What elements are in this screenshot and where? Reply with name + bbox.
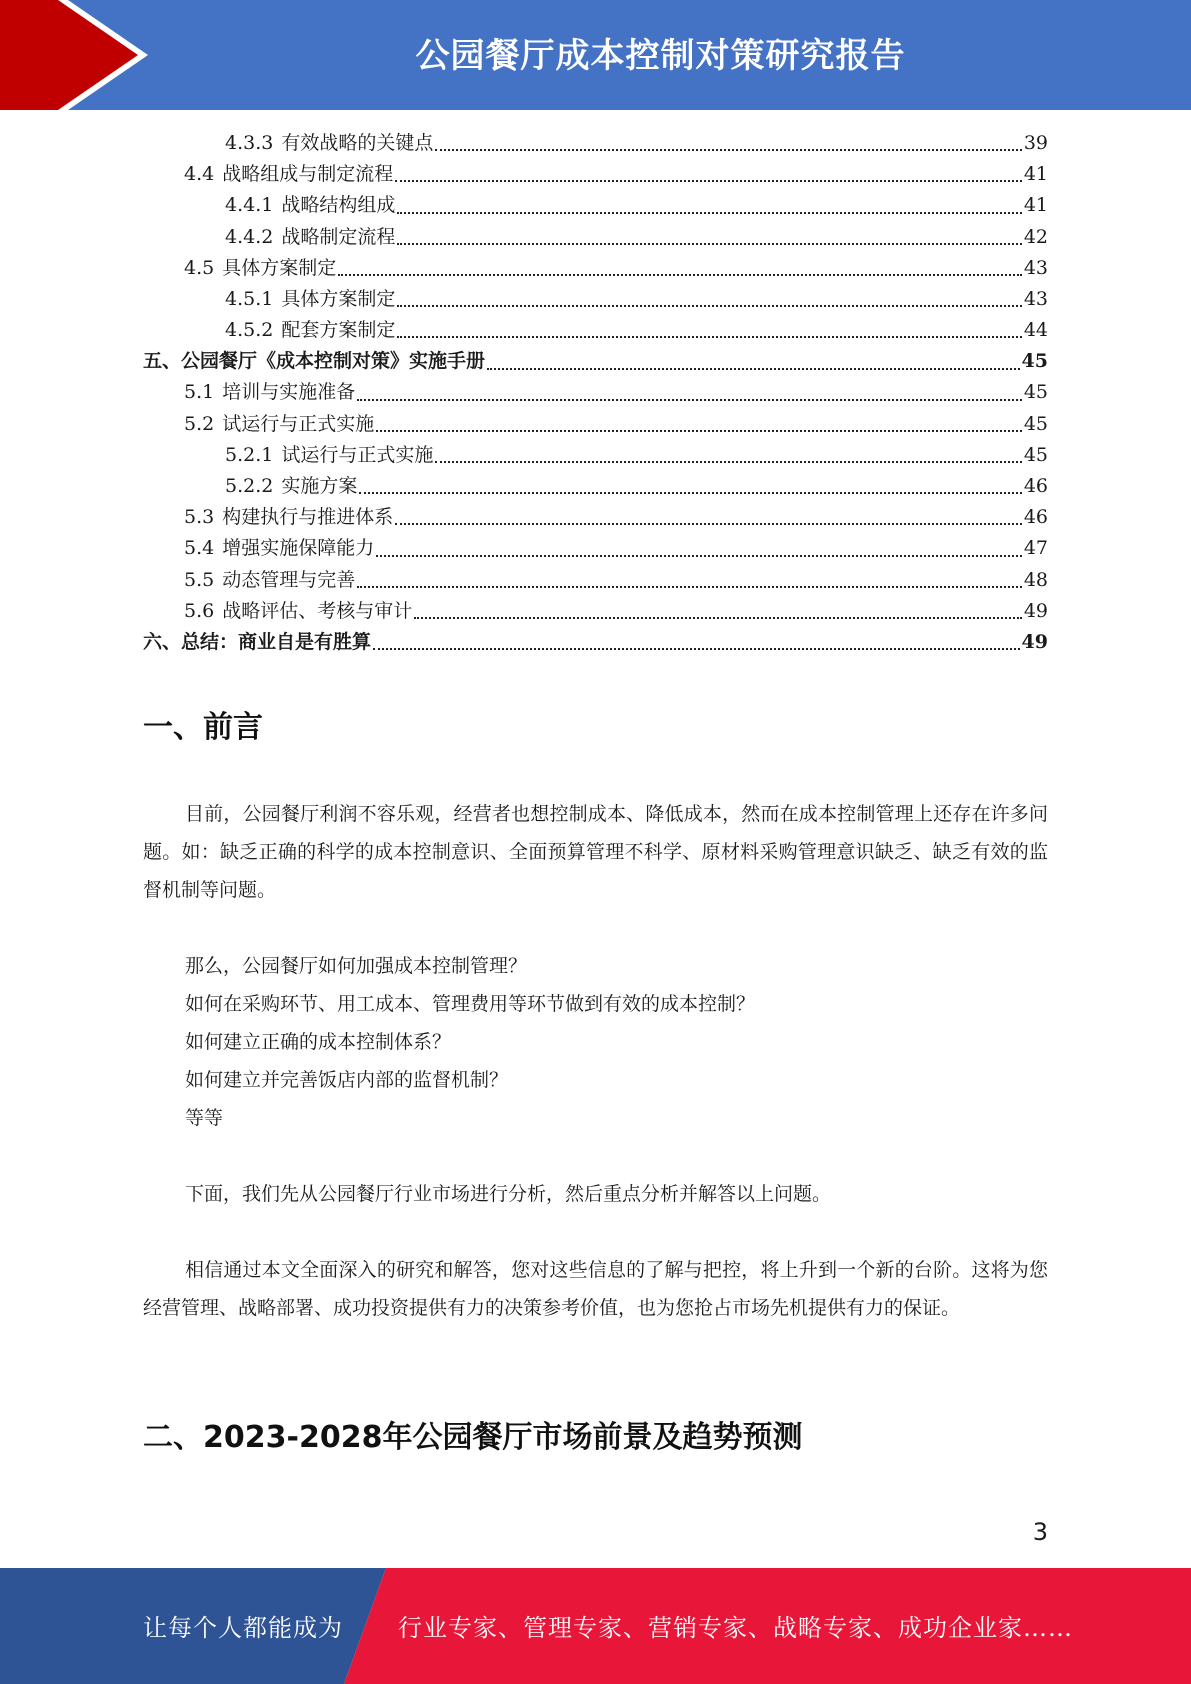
toc-entry-page: 48 [1023,568,1048,591]
table-of-contents [143,128,1048,658]
toc-entry[interactable] [143,565,1048,596]
toc-entry-page: 44 [1023,319,1048,342]
question-item: 如何建立并完善饭店内部的监督机制？ [185,1069,509,1091]
toc-entry-number: 4.4 [184,163,215,186]
page-number: 3 [1032,1518,1048,1546]
toc-entry-title: 战略结构组成 [281,194,396,217]
question-item: 等等 [185,1107,224,1129]
footer-slogan-left: 让每个人都能成为 [143,1614,343,1642]
toc-entry-page: 47 [1023,537,1048,560]
toc-entry-number: 4.3.3 [225,131,274,154]
toc-entry-page: 45 [1023,381,1048,404]
page-header [0,0,1191,110]
question-item: 那么，公园餐厅如何加强成本控制管理？ [185,955,528,977]
toc-entry-number: 4.4.2 [225,225,274,248]
toc-entry[interactable] [143,502,1048,533]
toc-entry-page: 45 [1023,443,1048,466]
toc-entry[interactable] [143,128,1048,159]
toc-entry-title: 动态管理与完善 [222,568,356,591]
toc-entry[interactable] [143,409,1048,440]
toc-entry-title: 六、总结：商业自是有胜算 [143,630,372,653]
toc-entry-title: 培训与实施准备 [222,381,356,404]
toc-entry-page: 41 [1023,194,1048,217]
toc-leader-dots [397,242,1021,245]
question-list [185,947,1045,1137]
toc-entry-title: 具体方案制定 [281,287,396,310]
toc-entry-title: 战略评估、考核与审计 [222,599,413,622]
toc-entry-page: 43 [1023,287,1048,310]
toc-leader-dots [395,179,1022,182]
toc-entry-number: 5.5 [184,568,215,591]
toc-leader-dots [395,522,1022,525]
toc-entry-number: 5.6 [184,599,215,622]
preface-paragraph-1: 目前，公园餐厅利润不容乐观，经营者也想控制成本、降低成本，然而在成本控制管理上还存在许多问题。如：缺乏正确的科学的成本控制意识、全面预算管理不科学、原材料采购管理意识缺乏、缺乏有效的监督机制等问题。 [143,803,1048,901]
toc-entry[interactable] [143,533,1048,564]
toc-entry-page: 45 [1021,350,1048,373]
toc-leader-dots [373,647,1020,650]
toc-entry-number: 5.1 [184,381,215,404]
toc-entry-number: 5.3 [184,506,215,529]
toc-leader-dots [397,211,1021,214]
toc-leader-dots [435,148,1021,151]
toc-entry-number: 4.5.2 [225,319,274,342]
question-item: 如何在采购环节、用工成本、管理费用等环节做到有效的成本控制？ [185,993,756,1015]
toc-leader-dots [397,335,1021,338]
toc-entry-title: 试运行与正式实施 [281,443,434,466]
toc-entry[interactable] [143,190,1048,221]
toc-leader-dots [357,398,1022,401]
toc-entry-page: 45 [1023,412,1048,435]
toc-entry-number: 5.2 [184,412,215,435]
toc-entry-number: 5.2.1 [225,443,274,466]
section-heading-preface: 一、前言 [143,710,263,745]
toc-entry[interactable] [143,253,1048,284]
toc-entry-page: 49 [1023,599,1048,622]
toc-entry-title: 实施方案 [281,475,358,498]
toc-leader-dots [414,616,1022,619]
toc-entry-title: 构建执行与推进体系 [222,506,394,529]
toc-entry-title: 配套方案制定 [281,319,396,342]
toc-leader-dots [487,367,1020,370]
toc-entry[interactable] [143,378,1048,409]
toc-entry[interactable] [143,627,1048,658]
toc-leader-dots [359,491,1021,494]
toc-entry-title: 有效战略的关键点 [281,131,434,154]
toc-entry-title: 战略制定流程 [281,225,396,248]
toc-entry[interactable] [143,284,1048,315]
toc-entry-number: 4.5 [184,256,215,279]
toc-entry-page: 43 [1023,256,1048,279]
toc-entry-title: 五、公园餐厅《成本控制对策》实施手册 [143,350,486,373]
toc-leader-dots [397,304,1021,307]
toc-entry[interactable] [143,159,1048,190]
toc-entry[interactable] [143,471,1048,502]
toc-entry-number: 5.2.2 [225,475,274,498]
toc-entry[interactable] [143,346,1048,377]
toc-entry-title: 具体方案制定 [222,256,337,279]
preface-paragraph-2: 下面，我们先从公园餐厅行业市场进行分析，然后重点分析并解答以上问题。 [185,1183,832,1205]
question-item: 如何建立正确的成本控制体系？ [185,1031,452,1053]
toc-entry-number: 5.4 [184,537,215,560]
toc-entry-title: 试运行与正式实施 [222,412,375,435]
toc-entry-page: 46 [1023,475,1048,498]
footer-slogan-right: 行业专家、管理专家、营销专家、战略专家、成功企业家…… [398,1614,1073,1642]
toc-entry-page: 42 [1023,225,1048,248]
toc-leader-dots [338,273,1022,276]
toc-entry-page: 46 [1023,506,1048,529]
report-title: 公园餐厅成本控制对策研究报告 [415,36,906,76]
toc-leader-dots [376,554,1022,557]
toc-entry-title: 战略组成与制定流程 [222,163,394,186]
page-footer [0,1568,1191,1684]
toc-entry-page: 49 [1021,630,1048,653]
toc-entry-title: 增强实施保障能力 [222,537,375,560]
toc-entry-number: 4.4.1 [225,194,274,217]
toc-entry-page: 39 [1023,131,1048,154]
toc-entry[interactable] [143,315,1048,346]
preface-paragraph-3: 相信通过本文全面深入的研究和解答，您对这些信息的了解与把控，将上升到一个新的台阶。这将为您经营管理、战略部署、成功投资提供有力的决策参考价值，也为您抢占市场先机提供有力的保证。 [143,1259,1048,1319]
toc-entry-number: 4.5.1 [225,287,274,310]
section-heading-market-outlook: 二、2023-2028年公园餐厅市场前景及趋势预测 [143,1420,803,1455]
toc-entry[interactable] [143,440,1048,471]
toc-entry[interactable] [143,596,1048,627]
toc-entry[interactable] [143,222,1048,253]
toc-leader-dots [435,460,1021,463]
toc-leader-dots [376,429,1022,432]
toc-entry-page: 41 [1023,163,1048,186]
toc-leader-dots [357,585,1022,588]
